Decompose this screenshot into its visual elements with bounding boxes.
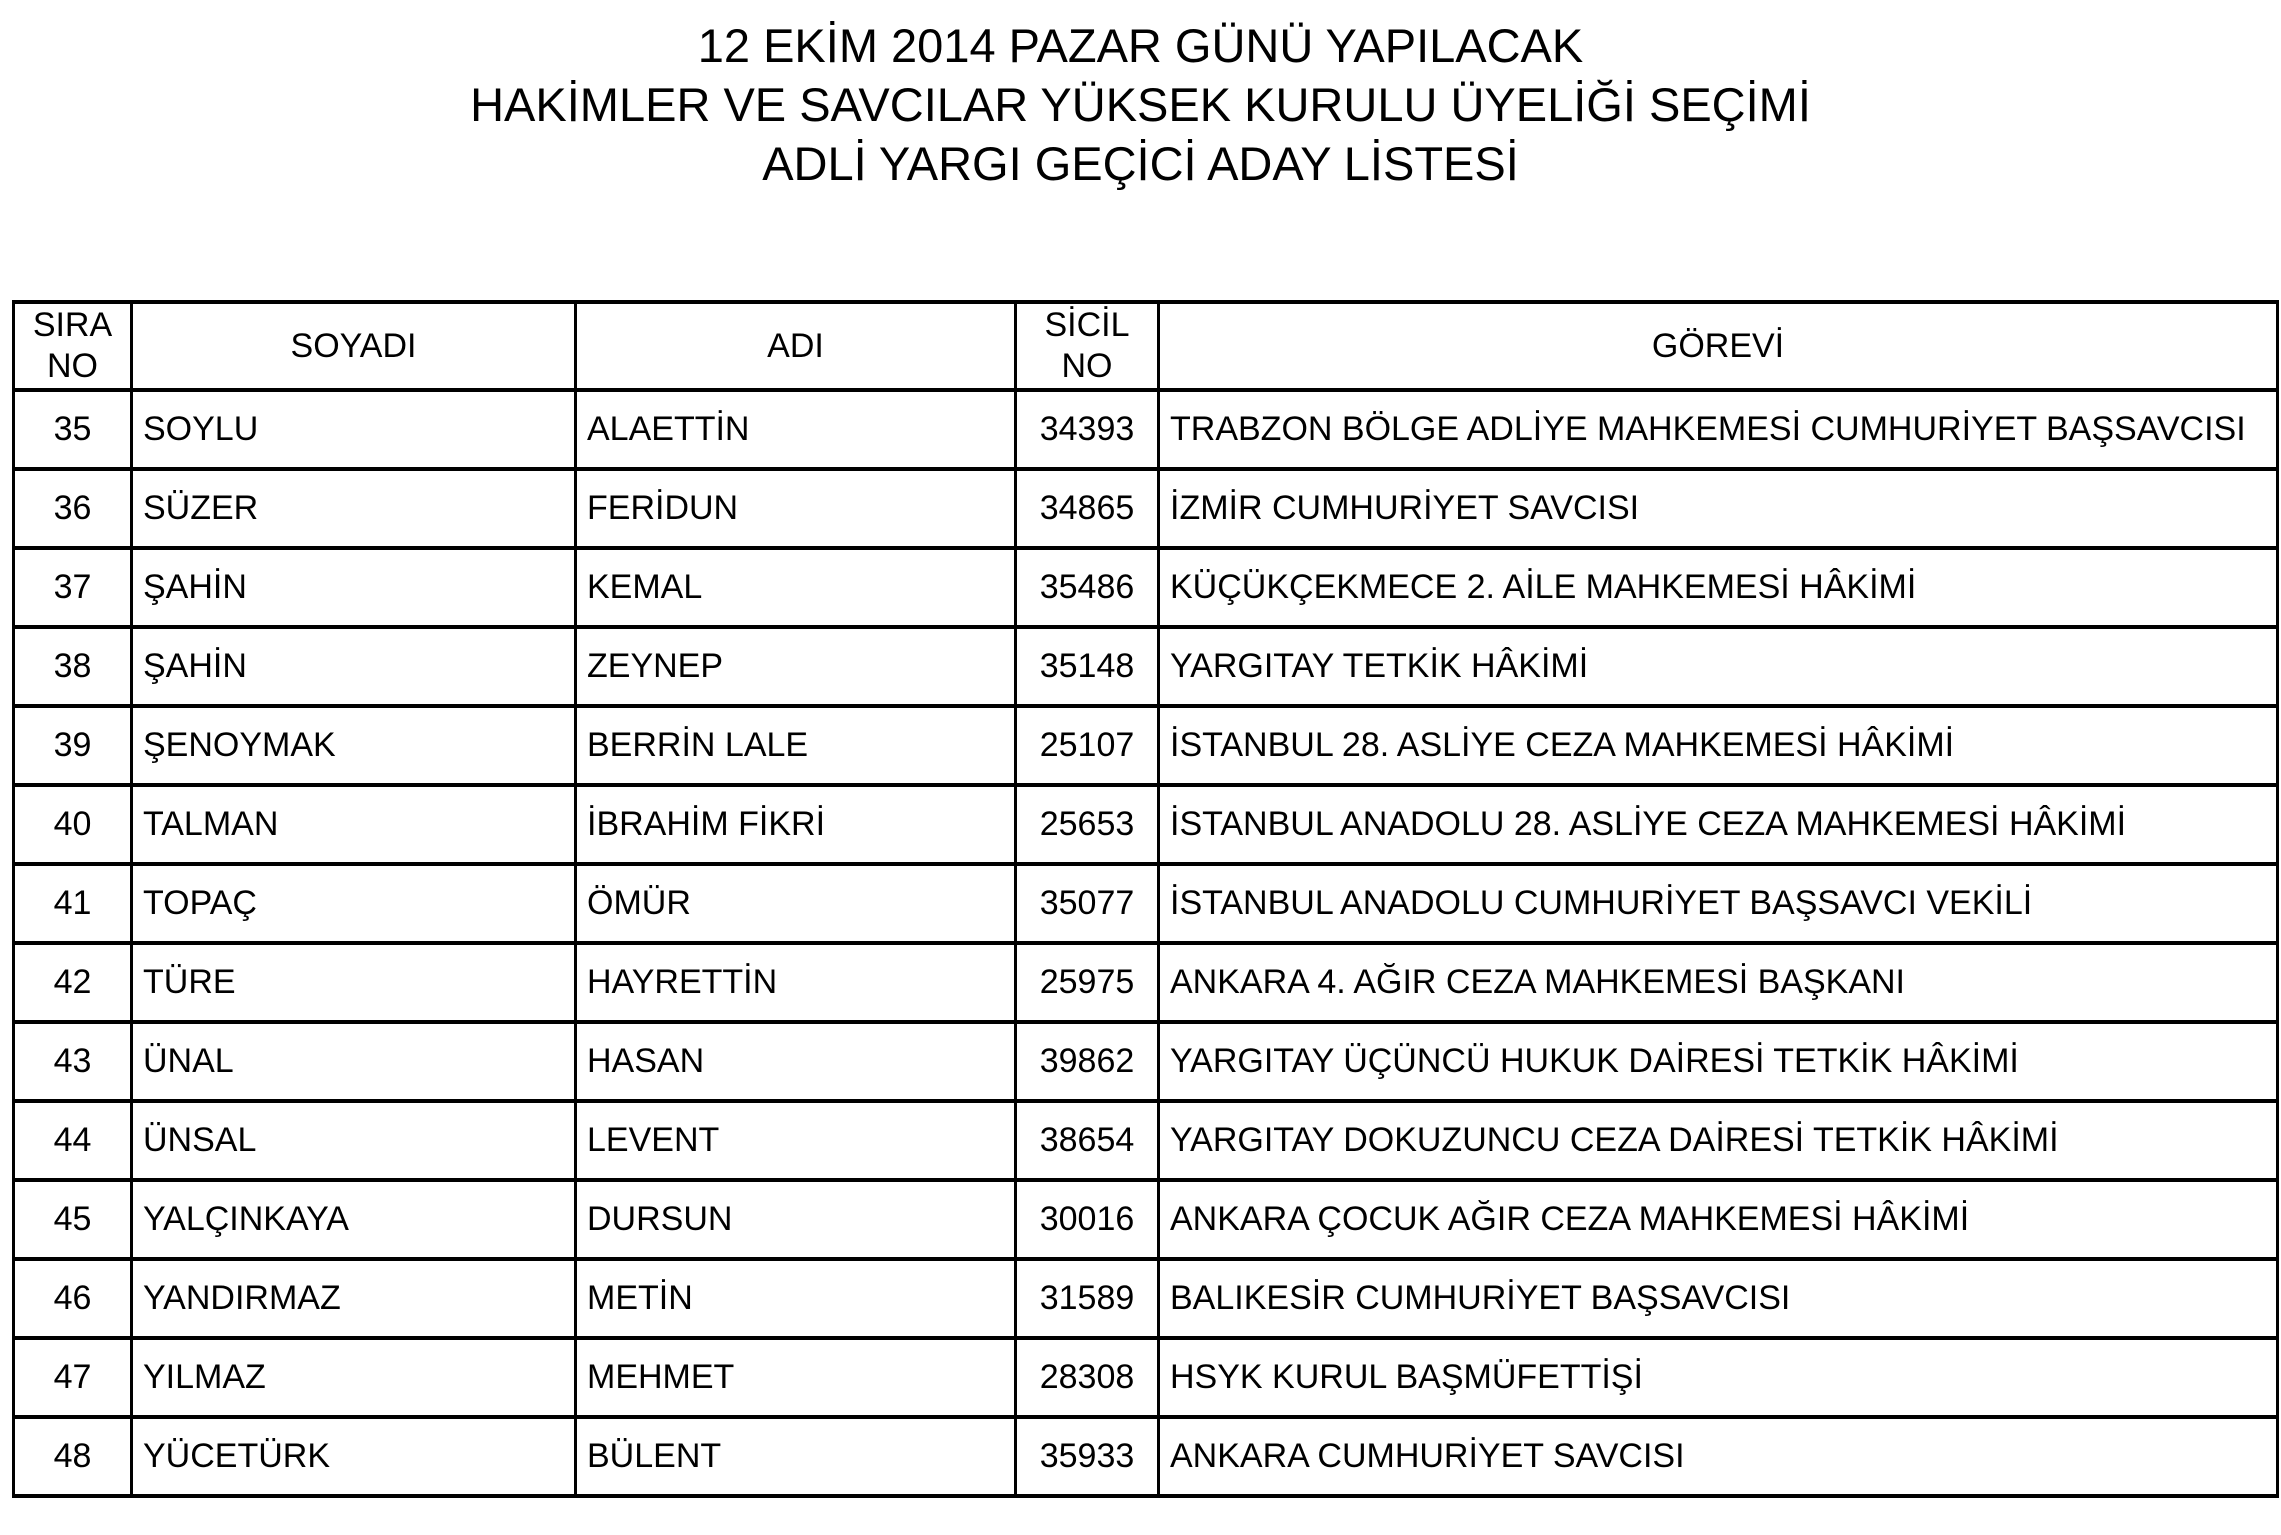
cell-gorevi: İSTANBUL ANADOLU CUMHURİYET BAŞSAVCI VEKİLİ: [1159, 864, 2278, 943]
cell-soyadi: SOYLU: [132, 390, 576, 469]
cell-sira-no: 35: [14, 390, 132, 469]
cell-sicil-no: 39862: [1016, 1022, 1159, 1101]
cell-sicil-no: 35933: [1016, 1417, 1159, 1496]
cell-adi: BÜLENT: [576, 1417, 1016, 1496]
cell-adi: MEHMET: [576, 1338, 1016, 1417]
cell-sicil-no: 35148: [1016, 627, 1159, 706]
cell-adi: DURSUN: [576, 1180, 1016, 1259]
table-row: [14, 627, 2278, 706]
cell-gorevi: HSYK KURUL BAŞMÜFETTİŞİ: [1159, 1338, 2278, 1417]
cell-adi: LEVENT: [576, 1101, 1016, 1180]
table-row: [14, 1417, 2278, 1496]
cell-adi: KEMAL: [576, 548, 1016, 627]
cell-gorevi: YARGITAY DOKUZUNCU CEZA DAİRESİ TETKİK HÂKİMİ: [1159, 1101, 2278, 1180]
cell-gorevi: İSTANBUL ANADOLU 28. ASLİYE CEZA MAHKEMESİ HÂKİMİ: [1159, 785, 2278, 864]
table-row: [14, 785, 2278, 864]
candidate-list-table: [12, 300, 2279, 1498]
col-header-adi: ADI: [576, 302, 1016, 390]
cell-sira-no: 43: [14, 1022, 132, 1101]
cell-sicil-no: 34393: [1016, 390, 1159, 469]
cell-sira-no: 47: [14, 1338, 132, 1417]
cell-soyadi: TALMAN: [132, 785, 576, 864]
table-row: [14, 1259, 2278, 1338]
table-row: [14, 864, 2278, 943]
cell-sira-no: 41: [14, 864, 132, 943]
cell-adi: İBRAHİM FİKRİ: [576, 785, 1016, 864]
table-row: [14, 1022, 2278, 1101]
cell-sicil-no: 25653: [1016, 785, 1159, 864]
cell-adi: ALAETTİN: [576, 390, 1016, 469]
cell-gorevi: YARGITAY ÜÇÜNCÜ HUKUK DAİRESİ TETKİK HÂKİMİ: [1159, 1022, 2278, 1101]
cell-soyadi: ÜNSAL: [132, 1101, 576, 1180]
cell-gorevi: ANKARA ÇOCUK AĞIR CEZA MAHKEMESİ HÂKİMİ: [1159, 1180, 2278, 1259]
cell-sicil-no: 25975: [1016, 943, 1159, 1022]
cell-soyadi: TOPAÇ: [132, 864, 576, 943]
cell-sira-no: 48: [14, 1417, 132, 1496]
cell-sicil-no: 35077: [1016, 864, 1159, 943]
cell-adi: ZEYNEP: [576, 627, 1016, 706]
cell-sira-no: 46: [14, 1259, 132, 1338]
cell-adi: METİN: [576, 1259, 1016, 1338]
table-row: [14, 390, 2278, 469]
document-title-line-3: ADLİ YARGI GEÇİCİ ADAY LİSTESİ: [762, 137, 1519, 190]
cell-sira-no: 39: [14, 706, 132, 785]
cell-soyadi: ŞENOYMAK: [132, 706, 576, 785]
table-header-row: [14, 302, 2278, 390]
cell-soyadi: YILMAZ: [132, 1338, 576, 1417]
cell-gorevi: BALIKESİR CUMHURİYET BAŞSAVCISI: [1159, 1259, 2278, 1338]
cell-sicil-no: 28308: [1016, 1338, 1159, 1417]
cell-sira-no: 37: [14, 548, 132, 627]
cell-sicil-no: 31589: [1016, 1259, 1159, 1338]
table-row: [14, 1101, 2278, 1180]
table-row: [14, 548, 2278, 627]
cell-sicil-no: 34865: [1016, 469, 1159, 548]
col-header-sicil-no: SİCİL NO: [1016, 302, 1159, 390]
table-row: [14, 943, 2278, 1022]
cell-adi: BERRİN LALE: [576, 706, 1016, 785]
cell-gorevi: KÜÇÜKÇEKMECE 2. AİLE MAHKEMESİ HÂKİMİ: [1159, 548, 2278, 627]
cell-sira-no: 44: [14, 1101, 132, 1180]
cell-soyadi: TÜRE: [132, 943, 576, 1022]
cell-adi: HASAN: [576, 1022, 1016, 1101]
cell-soyadi: ŞAHİN: [132, 548, 576, 627]
cell-soyadi: ŞAHİN: [132, 627, 576, 706]
document-title-line-1: 12 EKİM 2014 PAZAR GÜNÜ YAPILACAK: [697, 19, 1584, 72]
document-title: [0, 16, 2281, 193]
col-header-sira-no: SIRA NO: [14, 302, 132, 390]
cell-sicil-no: 25107: [1016, 706, 1159, 785]
cell-sira-no: 36: [14, 469, 132, 548]
cell-adi: ÖMÜR: [576, 864, 1016, 943]
cell-gorevi: İZMİR CUMHURİYET SAVCISI: [1159, 469, 2278, 548]
cell-adi: FERİDUN: [576, 469, 1016, 548]
cell-gorevi: İSTANBUL 28. ASLİYE CEZA MAHKEMESİ HÂKİMİ: [1159, 706, 2278, 785]
cell-sira-no: 40: [14, 785, 132, 864]
cell-sira-no: 42: [14, 943, 132, 1022]
table-row: [14, 1180, 2278, 1259]
cell-soyadi: YANDIRMAZ: [132, 1259, 576, 1338]
table-row: [14, 1338, 2278, 1417]
document-title-line-2: HAKİMLER VE SAVCILAR YÜKSEK KURULU ÜYELİĞİ SEÇİMİ: [470, 78, 1811, 131]
cell-gorevi: ANKARA 4. AĞIR CEZA MAHKEMESİ BAŞKANI: [1159, 943, 2278, 1022]
cell-sira-no: 38: [14, 627, 132, 706]
cell-sicil-no: 38654: [1016, 1101, 1159, 1180]
col-header-gorevi: GÖREVİ: [1159, 302, 2278, 390]
cell-soyadi: SÜZER: [132, 469, 576, 548]
table-row: [14, 706, 2278, 785]
cell-gorevi: YARGITAY TETKİK HÂKİMİ: [1159, 627, 2278, 706]
table-row: [14, 469, 2278, 548]
cell-soyadi: ÜNAL: [132, 1022, 576, 1101]
col-header-soyadi: SOYADI: [132, 302, 576, 390]
cell-soyadi: YALÇINKAYA: [132, 1180, 576, 1259]
cell-gorevi: ANKARA CUMHURİYET SAVCISI: [1159, 1417, 2278, 1496]
cell-sira-no: 45: [14, 1180, 132, 1259]
cell-adi: HAYRETTİN: [576, 943, 1016, 1022]
cell-gorevi: TRABZON BÖLGE ADLİYE MAHKEMESİ CUMHURİYET BAŞSAVCISI: [1159, 390, 2278, 469]
cell-soyadi: YÜCETÜRK: [132, 1417, 576, 1496]
cell-sicil-no: 35486: [1016, 548, 1159, 627]
cell-sicil-no: 30016: [1016, 1180, 1159, 1259]
